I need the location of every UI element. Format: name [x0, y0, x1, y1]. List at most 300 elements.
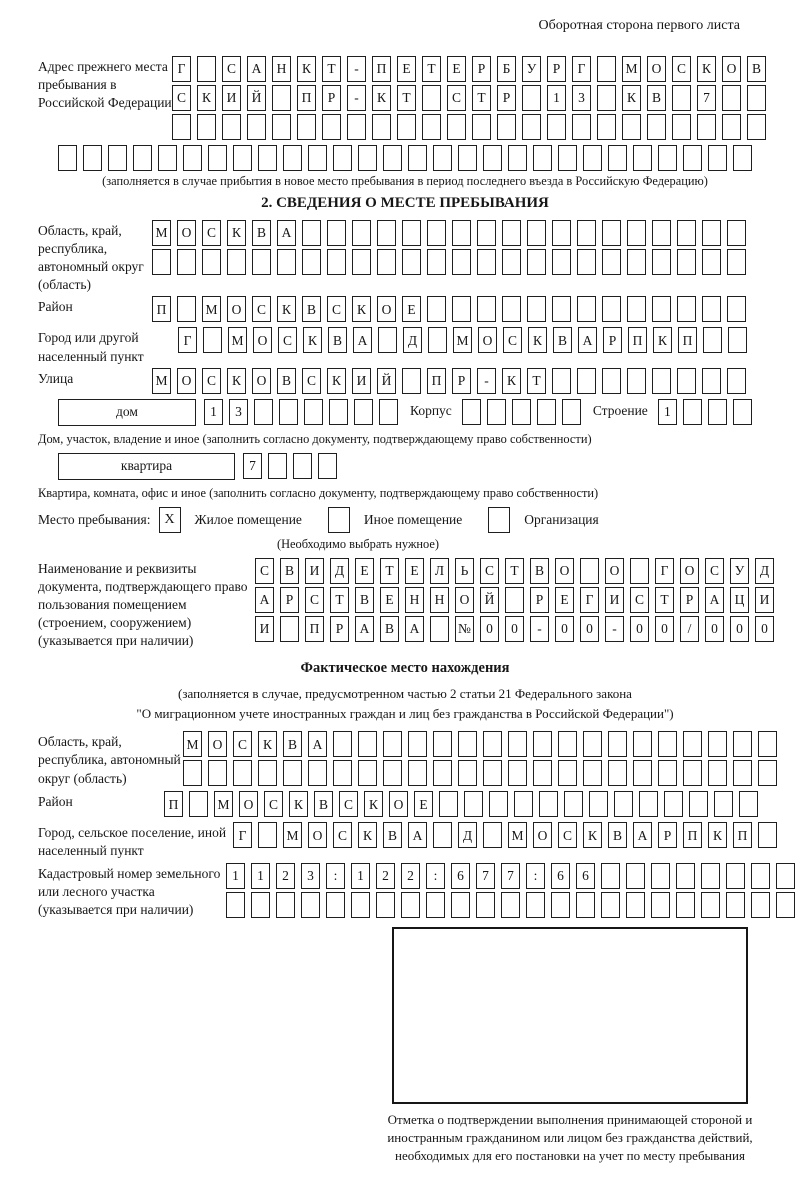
char-cell: К — [197, 85, 216, 111]
char-cell — [354, 399, 373, 425]
char-cell: 1 — [658, 399, 677, 425]
char-cell — [608, 731, 627, 757]
char-cell — [483, 731, 502, 757]
char-cell — [378, 327, 397, 353]
char-cell — [676, 863, 695, 889]
char-cell: С — [672, 56, 691, 82]
char-cell: 1 — [226, 863, 245, 889]
char-cell: С — [202, 368, 221, 394]
char-cell — [702, 249, 721, 275]
char-cell — [233, 145, 252, 171]
char-cell — [462, 399, 481, 425]
apartment-note: Квартира, комната, офис и иное (заполнить согласно документу, подтверждающему право собственности) — [38, 485, 599, 500]
actual-location-title: Фактическое место нахождения — [300, 660, 510, 677]
char-cell — [727, 296, 746, 322]
char-cell — [683, 145, 702, 171]
char-cell: 0 — [555, 616, 574, 642]
char-cell — [733, 145, 752, 171]
option-inoe-label: Иное помещение — [363, 511, 463, 527]
char-cell: В — [355, 587, 374, 613]
char-cell: : — [326, 863, 345, 889]
char-cell — [672, 114, 691, 140]
city-block — [38, 327, 772, 365]
char-cell: П — [683, 822, 702, 848]
char-cell — [751, 892, 770, 918]
char-cell: С — [202, 220, 221, 246]
apartment-block — [58, 453, 772, 482]
char-cell — [714, 791, 733, 817]
stamp-area — [350, 927, 790, 1166]
char-cell — [726, 892, 745, 918]
char-cell — [708, 760, 727, 786]
char-cell: О — [308, 822, 327, 848]
char-cell — [533, 760, 552, 786]
char-cell — [502, 249, 521, 275]
city-label: Город или другой населенный пункт — [38, 330, 144, 364]
char-cell: 2 — [276, 863, 295, 889]
char-cell: О — [227, 296, 246, 322]
actual-location-note — [38, 684, 772, 723]
char-cell: О — [605, 558, 624, 584]
char-cell — [652, 296, 671, 322]
char-cell — [647, 114, 666, 140]
char-cell — [708, 731, 727, 757]
char-cell: У — [730, 558, 749, 584]
char-cell: - — [477, 368, 496, 394]
char-cell: № — [455, 616, 474, 642]
char-cell: А — [705, 587, 724, 613]
char-cell — [422, 85, 441, 111]
char-cell: 7 — [697, 85, 716, 111]
char-cell: С — [503, 327, 522, 353]
korpus-label: Корпус — [410, 402, 452, 418]
district-row — [152, 296, 752, 322]
char-cell — [633, 760, 652, 786]
char-cell — [358, 145, 377, 171]
char-cell: В — [380, 616, 399, 642]
stroenie-row — [658, 399, 758, 425]
char-cell — [487, 399, 506, 425]
char-cell — [280, 616, 299, 642]
street-block — [38, 368, 772, 397]
char-cell: О — [455, 587, 474, 613]
char-cell: К — [303, 327, 322, 353]
char-cell — [304, 399, 323, 425]
char-cell — [158, 145, 177, 171]
char-cell: Д — [330, 558, 349, 584]
char-cell — [268, 453, 287, 479]
char-cell: 1 — [351, 863, 370, 889]
char-cell — [733, 731, 752, 757]
char-cell — [427, 249, 446, 275]
house-number-row — [204, 399, 404, 425]
cadastre-grid — [226, 863, 800, 921]
char-cell: Т — [322, 56, 341, 82]
char-cell: О — [253, 327, 272, 353]
char-cell — [383, 145, 402, 171]
char-cell — [208, 145, 227, 171]
cadastre-label: Кадастровый номер земельного или лесного участка (указывается при наличии) — [38, 865, 221, 917]
char-cell — [402, 220, 421, 246]
char-cell — [452, 249, 471, 275]
char-cell — [233, 760, 252, 786]
char-cell — [408, 145, 427, 171]
prev-address-row-2 — [172, 85, 772, 111]
char-cell: Р — [472, 56, 491, 82]
char-cell — [327, 249, 346, 275]
char-cell — [251, 892, 270, 918]
char-cell: Е — [402, 296, 421, 322]
char-cell: Й — [377, 368, 396, 394]
char-cell — [177, 296, 196, 322]
char-cell — [254, 399, 273, 425]
char-cell: С — [305, 587, 324, 613]
char-cell — [329, 399, 348, 425]
char-cell — [708, 399, 727, 425]
char-cell — [477, 249, 496, 275]
house-note: Дом, участок, владение и иное (заполнить согласно документу, подтверждающему право собственности) — [38, 431, 592, 446]
char-cell — [539, 791, 558, 817]
char-cell — [601, 892, 620, 918]
char-cell: О — [252, 368, 271, 394]
char-cell — [226, 892, 245, 918]
prev-address-label: Адрес прежнего места пребывания в Российской Федерации — [38, 59, 172, 111]
char-cell: П — [372, 56, 391, 82]
char-cell — [558, 760, 577, 786]
char-cell — [608, 145, 627, 171]
actual-district-row — [164, 791, 764, 817]
char-cell — [708, 145, 727, 171]
char-cell: Е — [414, 791, 433, 817]
char-cell — [202, 249, 221, 275]
char-cell — [727, 249, 746, 275]
char-cell: О — [533, 822, 552, 848]
char-cell — [508, 731, 527, 757]
char-cell: В — [530, 558, 549, 584]
char-cell: Ц — [730, 587, 749, 613]
char-cell — [358, 760, 377, 786]
char-cell: К — [583, 822, 602, 848]
char-cell: В — [280, 558, 299, 584]
char-cell: О — [722, 56, 741, 82]
char-cell — [433, 145, 452, 171]
char-cell — [433, 731, 452, 757]
char-cell — [676, 892, 695, 918]
char-cell: И — [352, 368, 371, 394]
char-cell — [758, 731, 777, 757]
char-cell — [701, 863, 720, 889]
char-cell — [428, 327, 447, 353]
char-cell: А — [277, 220, 296, 246]
char-cell — [727, 368, 746, 394]
char-cell — [422, 114, 441, 140]
actual-region-grid — [183, 731, 783, 789]
char-cell — [702, 296, 721, 322]
char-cell — [347, 114, 366, 140]
char-cell: Н — [272, 56, 291, 82]
char-cell — [651, 863, 670, 889]
char-cell — [377, 249, 396, 275]
char-cell — [508, 145, 527, 171]
char-cell: Т — [422, 56, 441, 82]
char-cell — [501, 892, 520, 918]
char-cell — [677, 249, 696, 275]
char-cell: А — [405, 616, 424, 642]
char-cell — [326, 892, 345, 918]
char-cell — [452, 220, 471, 246]
char-cell — [633, 145, 652, 171]
char-cell: К — [227, 220, 246, 246]
char-cell — [327, 220, 346, 246]
char-cell — [458, 760, 477, 786]
char-cell: Е — [447, 56, 466, 82]
actual-region-label: Область, край, республика, автономный округ (область) — [38, 734, 181, 786]
document-row-3 — [255, 616, 780, 642]
char-cell — [652, 249, 671, 275]
char-cell: П — [678, 327, 697, 353]
char-cell — [758, 822, 777, 848]
char-cell — [512, 399, 531, 425]
char-cell: О — [647, 56, 666, 82]
char-cell: П — [427, 368, 446, 394]
char-cell — [302, 220, 321, 246]
char-cell: М — [214, 791, 233, 817]
char-cell: С — [705, 558, 724, 584]
char-cell — [583, 760, 602, 786]
document-grid — [255, 558, 780, 645]
choose-note: (Необходимо выбрать нужное) — [276, 536, 440, 551]
char-cell: К — [227, 368, 246, 394]
char-cell: О — [239, 791, 258, 817]
char-cell — [727, 220, 746, 246]
char-cell: А — [255, 587, 274, 613]
char-cell: - — [605, 616, 624, 642]
char-cell — [622, 114, 641, 140]
char-cell — [583, 731, 602, 757]
char-cell — [658, 760, 677, 786]
checkbox-organizaciya — [488, 507, 510, 533]
char-cell: Д — [458, 822, 477, 848]
actual-district-label: Район — [38, 794, 73, 810]
char-cell — [597, 56, 616, 82]
char-cell: Р — [547, 56, 566, 82]
char-cell — [451, 892, 470, 918]
char-cell — [297, 114, 316, 140]
char-cell: П — [305, 616, 324, 642]
char-cell: К — [358, 822, 377, 848]
char-cell: В — [608, 822, 627, 848]
char-cell — [183, 145, 202, 171]
korpus-row — [462, 399, 587, 425]
char-cell — [537, 399, 556, 425]
char-cell — [439, 791, 458, 817]
char-cell — [577, 368, 596, 394]
char-cell — [602, 220, 621, 246]
char-cell: Е — [405, 558, 424, 584]
stroenie-label: Строение — [592, 402, 648, 418]
char-cell — [308, 760, 327, 786]
region-row-2 — [152, 249, 752, 275]
char-cell: Г — [172, 56, 191, 82]
document-block — [38, 558, 772, 650]
char-cell — [683, 731, 702, 757]
char-cell: О — [389, 791, 408, 817]
char-cell: Д — [755, 558, 774, 584]
char-cell: С — [278, 327, 297, 353]
char-cell: Р — [497, 85, 516, 111]
char-cell — [351, 892, 370, 918]
char-cell — [258, 822, 277, 848]
char-cell: С — [172, 85, 191, 111]
stay-place-label: Место пребывания: — [38, 511, 151, 527]
char-cell: Т — [330, 587, 349, 613]
char-cell — [580, 558, 599, 584]
char-cell: Д — [403, 327, 422, 353]
char-cell — [133, 145, 152, 171]
char-cell: - — [347, 56, 366, 82]
char-cell: 6 — [551, 863, 570, 889]
char-cell — [308, 145, 327, 171]
char-cell — [633, 731, 652, 757]
char-cell — [83, 145, 102, 171]
char-cell: К — [528, 327, 547, 353]
char-cell — [397, 114, 416, 140]
char-cell: / — [680, 616, 699, 642]
char-cell — [502, 296, 521, 322]
char-cell — [433, 760, 452, 786]
actual-location-note-line1: (заполняется в случае, предусмотренном частью 2 статьи 21 Федерального закона — [178, 686, 632, 702]
char-cell — [352, 220, 371, 246]
char-cell — [272, 85, 291, 111]
char-cell — [564, 791, 583, 817]
char-cell — [301, 892, 320, 918]
char-cell — [372, 114, 391, 140]
char-cell: П — [297, 85, 316, 111]
char-cell — [626, 863, 645, 889]
char-cell — [497, 114, 516, 140]
char-cell — [318, 453, 337, 479]
char-cell — [722, 85, 741, 111]
char-cell: В — [647, 85, 666, 111]
char-cell — [601, 863, 620, 889]
char-cell — [689, 791, 708, 817]
char-cell — [572, 114, 591, 140]
char-cell — [703, 327, 722, 353]
district-label: Район — [38, 299, 73, 315]
char-cell: М — [152, 368, 171, 394]
cadastre-row-2 — [226, 892, 800, 918]
char-cell — [108, 145, 127, 171]
char-cell: Т — [655, 587, 674, 613]
char-cell — [651, 892, 670, 918]
char-cell: 6 — [576, 863, 595, 889]
char-cell — [739, 791, 758, 817]
char-cell: К — [258, 731, 277, 757]
region-block — [38, 220, 772, 294]
char-cell: С — [480, 558, 499, 584]
prev-address-note: (заполняется в случае прибытия в новое место пребывания в период последнего въезда в Российскую Федерацию) — [102, 174, 708, 188]
char-cell: - — [347, 85, 366, 111]
char-cell: В — [302, 296, 321, 322]
document-label: Наименование и реквизиты документа, подтверждающего право пользования помещением (строением, сооружением) (указывается при наличии) — [38, 560, 248, 649]
actual-city-row — [233, 822, 783, 848]
char-cell — [302, 249, 321, 275]
char-cell — [197, 56, 216, 82]
char-cell — [58, 145, 77, 171]
option-organizaciya-label: Организация — [524, 511, 599, 527]
char-cell: Р — [658, 822, 677, 848]
char-cell — [352, 249, 371, 275]
char-cell — [283, 760, 302, 786]
district-block — [38, 296, 772, 325]
char-cell — [477, 296, 496, 322]
char-cell: Р — [603, 327, 622, 353]
char-cell: Ь — [455, 558, 474, 584]
char-cell: 3 — [301, 863, 320, 889]
char-cell — [751, 863, 770, 889]
char-cell: К — [372, 85, 391, 111]
char-cell: К — [289, 791, 308, 817]
char-cell: П — [733, 822, 752, 848]
char-cell: Р — [452, 368, 471, 394]
actual-location-note-line2: "О миграционном учете иностранных граждан и лиц без гражданства в Российской Федерации") — [136, 705, 674, 721]
char-cell: 2 — [401, 863, 420, 889]
char-cell — [322, 114, 341, 140]
char-cell: 0 — [755, 616, 774, 642]
char-cell: 7 — [501, 863, 520, 889]
char-cell — [293, 453, 312, 479]
char-cell: А — [247, 56, 266, 82]
char-cell: М — [508, 822, 527, 848]
char-cell — [505, 587, 524, 613]
char-cell — [464, 791, 483, 817]
cadastre-block — [38, 863, 772, 921]
region-row-1 — [152, 220, 752, 246]
char-cell — [733, 399, 752, 425]
char-cell: С — [255, 558, 274, 584]
char-cell — [258, 760, 277, 786]
street-label: Улица — [38, 370, 74, 386]
char-cell: Р — [680, 587, 699, 613]
char-cell — [252, 249, 271, 275]
char-cell: С — [252, 296, 271, 322]
char-cell: С — [447, 85, 466, 111]
char-cell — [276, 892, 295, 918]
char-cell: 2 — [376, 863, 395, 889]
char-cell — [658, 731, 677, 757]
char-cell — [333, 731, 352, 757]
char-cell — [627, 220, 646, 246]
char-cell: П — [152, 296, 171, 322]
char-cell: К — [708, 822, 727, 848]
char-cell — [377, 220, 396, 246]
actual-region-block — [38, 731, 772, 789]
char-cell — [552, 296, 571, 322]
char-cell — [683, 760, 702, 786]
char-cell — [383, 760, 402, 786]
char-cell — [577, 296, 596, 322]
option-zhiloe-label: Жилое помещение — [194, 511, 302, 527]
city-row — [178, 327, 753, 353]
char-cell: А — [578, 327, 597, 353]
char-cell: К — [352, 296, 371, 322]
char-cell — [602, 249, 621, 275]
char-cell — [458, 731, 477, 757]
char-cell: К — [622, 85, 641, 111]
actual-region-row-2 — [183, 760, 783, 786]
document-row-2 — [255, 587, 780, 613]
char-cell — [247, 114, 266, 140]
